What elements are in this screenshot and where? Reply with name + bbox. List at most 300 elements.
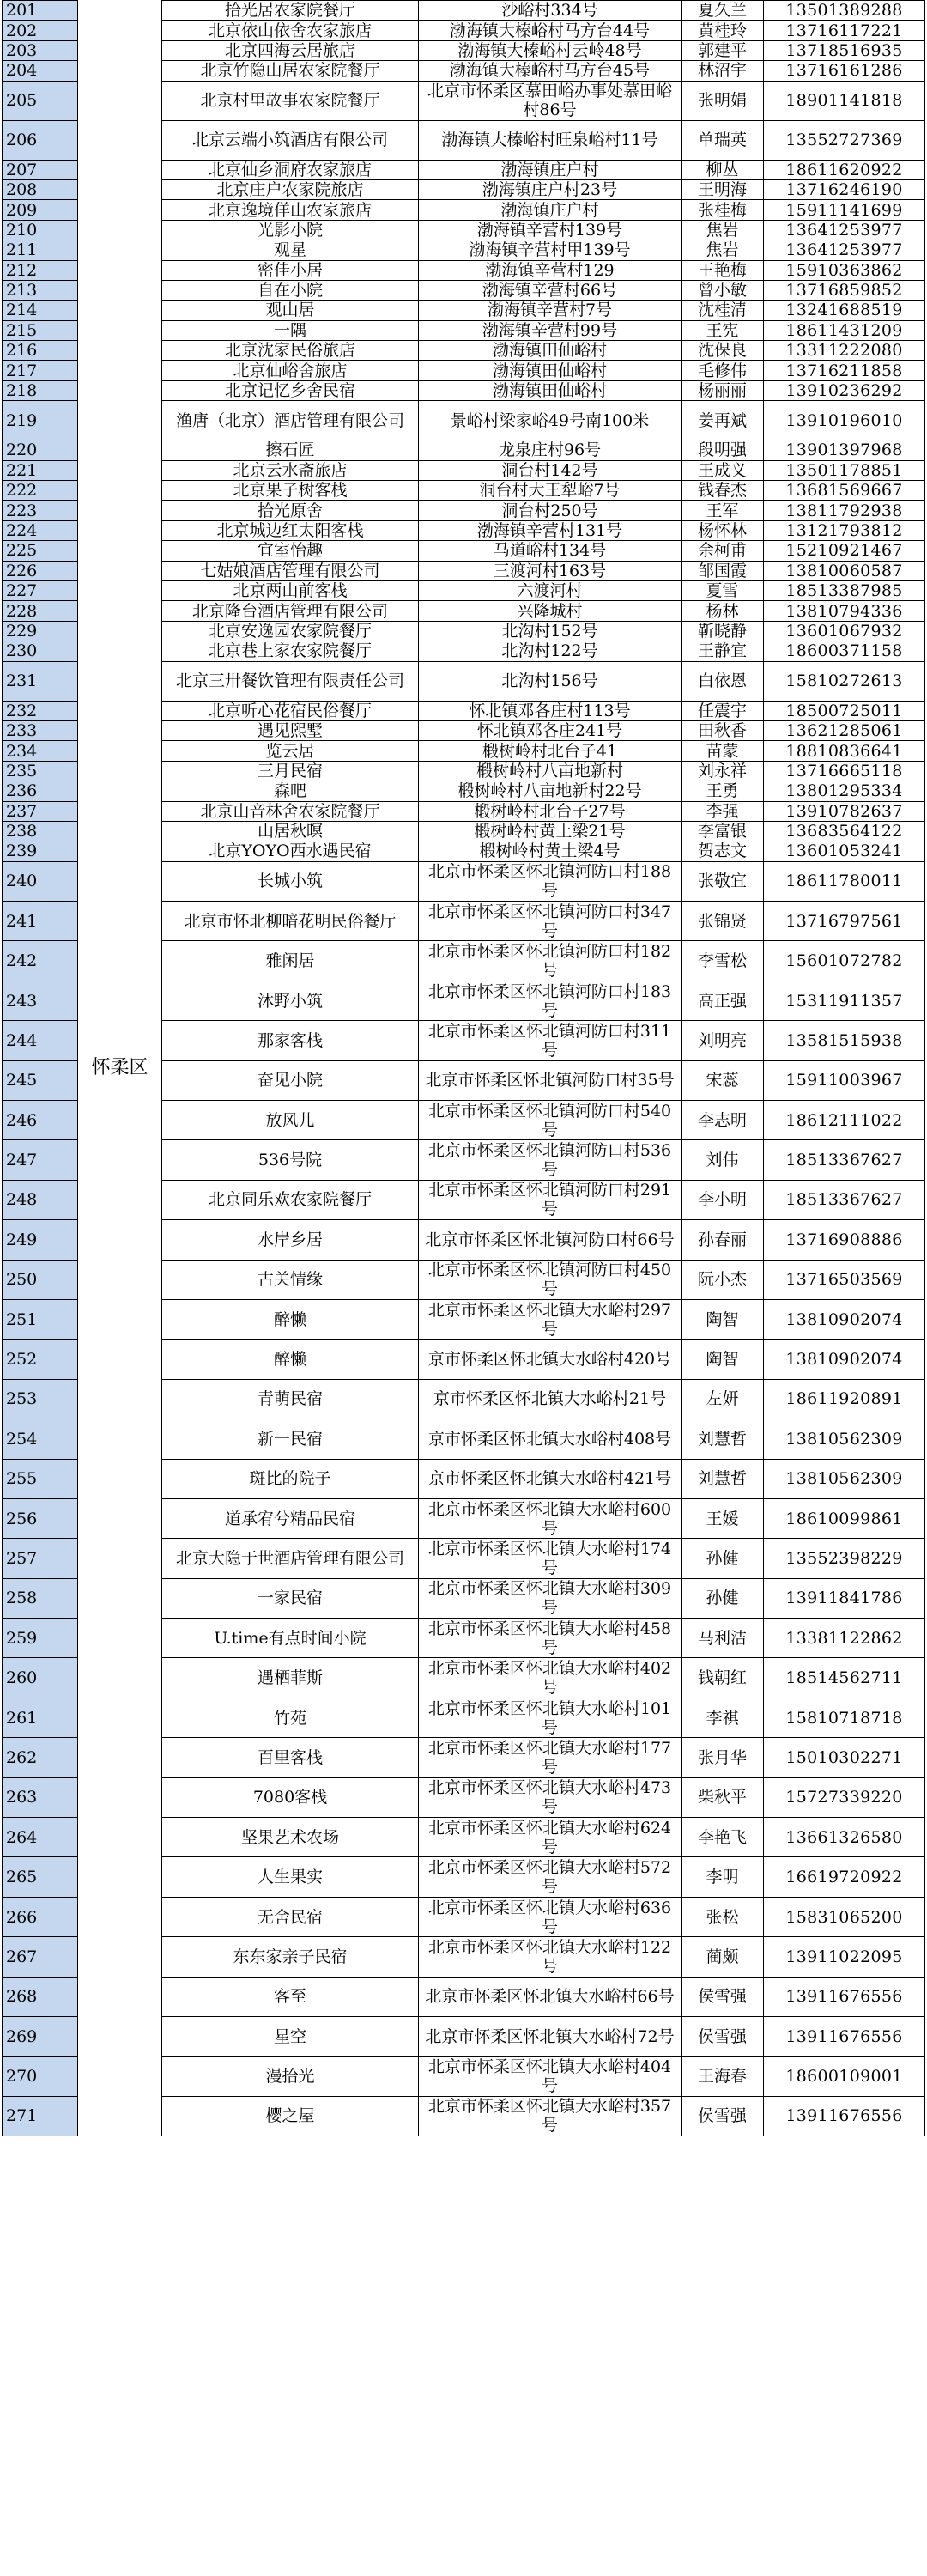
business-name: 醉懒 bbox=[162, 1299, 419, 1339]
business-name: 三月民宿 bbox=[162, 761, 419, 781]
contact-person: 单瑞英 bbox=[682, 120, 764, 160]
business-name: 那家客栈 bbox=[162, 1021, 419, 1060]
contact-person: 阮小杰 bbox=[682, 1260, 764, 1299]
address: 渤海镇田仙峪村 bbox=[419, 341, 682, 361]
address: 洞台村250号 bbox=[419, 501, 682, 520]
row-number: 249 bbox=[3, 1220, 78, 1260]
address: 龙泉庄村96号 bbox=[419, 440, 682, 460]
business-name: 北京同乐欢农家院餐厅 bbox=[162, 1180, 419, 1219]
phone-number: 15311911357 bbox=[764, 981, 925, 1020]
business-name: 北京巷上家农家院餐厅 bbox=[162, 641, 419, 661]
address: 北京市怀柔区怀北镇大水峪村177号 bbox=[419, 1738, 682, 1777]
contact-person: 杨林 bbox=[682, 601, 764, 621]
business-name: 遇见熙墅 bbox=[162, 720, 419, 740]
business-name: 无舍民宿 bbox=[162, 1897, 419, 1936]
phone-number: 13911676556 bbox=[764, 2096, 925, 2136]
business-name: 古关情缘 bbox=[162, 1260, 419, 1299]
row-number: 211 bbox=[3, 240, 78, 260]
contact-person: 孙健 bbox=[682, 1539, 764, 1578]
address: 京市怀柔区怀北镇大水峪村421号 bbox=[419, 1459, 682, 1498]
phone-number: 13810562309 bbox=[764, 1419, 925, 1459]
phone-number: 13716859852 bbox=[764, 280, 925, 300]
row-number: 220 bbox=[3, 440, 78, 460]
address: 渤海镇田仙峪村 bbox=[419, 380, 682, 400]
phone-number: 13716665118 bbox=[764, 761, 925, 781]
business-name: 北京果子树客栈 bbox=[162, 481, 419, 501]
row-number: 216 bbox=[3, 341, 78, 361]
row-number: 252 bbox=[3, 1340, 78, 1379]
address: 京市怀柔区怀北镇大水峪村21号 bbox=[419, 1379, 682, 1419]
phone-number: 15810718718 bbox=[764, 1698, 925, 1737]
address: 京市怀柔区怀北镇大水峪村408号 bbox=[419, 1419, 682, 1459]
row-number: 248 bbox=[3, 1180, 78, 1219]
address: 北京市怀柔区怀北镇大水峪村174号 bbox=[419, 1539, 682, 1578]
phone-number: 15727339220 bbox=[764, 1777, 925, 1817]
address: 北沟村156号 bbox=[419, 661, 682, 701]
business-name: 北京大隐于世酒店管理有限公司 bbox=[162, 1539, 419, 1578]
contact-person: 王明海 bbox=[682, 179, 764, 199]
row-number: 215 bbox=[3, 320, 78, 340]
business-name: 北京竹隐山居农家院餐厅 bbox=[162, 61, 419, 81]
row-number: 221 bbox=[3, 460, 78, 480]
row-number: 201 bbox=[3, 1, 78, 21]
contact-person: 王艳梅 bbox=[682, 260, 764, 280]
row-number: 262 bbox=[3, 1738, 78, 1777]
contact-person: 张敬宜 bbox=[682, 861, 764, 901]
address: 渤海镇大榛峪村马方台45号 bbox=[419, 61, 682, 81]
row-number: 233 bbox=[3, 720, 78, 740]
contact-person: 黄桂玲 bbox=[682, 21, 764, 40]
business-name: 雅闲居 bbox=[162, 941, 419, 981]
business-name: 擦石匠 bbox=[162, 440, 419, 460]
contact-person: 贺志文 bbox=[682, 841, 764, 861]
phone-number: 13911676556 bbox=[764, 2017, 925, 2057]
row-number: 245 bbox=[3, 1060, 78, 1100]
phone-number: 18600109001 bbox=[764, 2057, 925, 2096]
phone-number: 18600371158 bbox=[764, 641, 925, 661]
business-name: 百里客栈 bbox=[162, 1738, 419, 1777]
business-name: 北京云水斋旅店 bbox=[162, 460, 419, 480]
business-name: 7080客栈 bbox=[162, 1777, 419, 1817]
phone-number: 13661326580 bbox=[764, 1818, 925, 1857]
business-name: 斑比的院子 bbox=[162, 1459, 419, 1498]
contact-person: 王媛 bbox=[682, 1498, 764, 1538]
row-number: 229 bbox=[3, 621, 78, 641]
address: 北京市怀柔区怀北镇河防口村450号 bbox=[419, 1260, 682, 1299]
contact-person: 张月华 bbox=[682, 1738, 764, 1777]
row-number: 260 bbox=[3, 1658, 78, 1698]
address: 北京市怀柔区怀北镇河防口村536号 bbox=[419, 1140, 682, 1180]
phone-number: 13501389288 bbox=[764, 1, 925, 21]
phone-number: 13910236292 bbox=[764, 380, 925, 400]
business-name: 观山居 bbox=[162, 301, 419, 320]
address: 北京市怀柔区怀北镇大水峪村101号 bbox=[419, 1698, 682, 1737]
address: 渤海镇辛营村甲139号 bbox=[419, 240, 682, 260]
row-number: 231 bbox=[3, 661, 78, 701]
address: 北京市怀柔区怀北镇大水峪村404号 bbox=[419, 2057, 682, 2096]
business-name: 密佳小居 bbox=[162, 260, 419, 280]
address: 椴树岭村北台子27号 bbox=[419, 801, 682, 821]
business-name: 水岸乡居 bbox=[162, 1220, 419, 1260]
business-name: 北京云端小筑酒店有限公司 bbox=[162, 120, 419, 160]
business-name: 一家民宿 bbox=[162, 1578, 419, 1618]
phone-number: 13718516935 bbox=[764, 40, 925, 60]
address: 北沟村122号 bbox=[419, 641, 682, 661]
address: 北京市怀柔区怀北镇河防口村347号 bbox=[419, 902, 682, 941]
row-number: 209 bbox=[3, 200, 78, 220]
phone-number: 13641253977 bbox=[764, 240, 925, 260]
phone-number: 13911022095 bbox=[764, 1937, 925, 1977]
contact-person: 夏雪 bbox=[682, 580, 764, 600]
row-number: 234 bbox=[3, 741, 78, 761]
contact-person: 杨怀林 bbox=[682, 520, 764, 540]
contact-person: 苗蒙 bbox=[682, 741, 764, 761]
address: 渤海镇辛营村139号 bbox=[419, 220, 682, 240]
business-name: 东东家亲子民宿 bbox=[162, 1937, 419, 1977]
contact-person: 刘伟 bbox=[682, 1140, 764, 1180]
row-number: 230 bbox=[3, 641, 78, 661]
row-number: 207 bbox=[3, 160, 78, 179]
business-name: 星空 bbox=[162, 2017, 419, 2057]
row-number: 217 bbox=[3, 361, 78, 380]
business-name: 北京两山前客栈 bbox=[162, 580, 419, 600]
address: 三渡河村163号 bbox=[419, 561, 682, 580]
business-name: 道承宥兮精品民宿 bbox=[162, 1498, 419, 1538]
row-number: 254 bbox=[3, 1419, 78, 1459]
business-name: 拾光原舍 bbox=[162, 501, 419, 520]
contact-person: 曾小敏 bbox=[682, 280, 764, 300]
address: 椴树岭村八亩地新村 bbox=[419, 761, 682, 781]
contact-person: 张明娟 bbox=[682, 81, 764, 120]
row-number: 240 bbox=[3, 861, 78, 901]
address: 北沟村152号 bbox=[419, 621, 682, 641]
address: 椴树岭村黄土梁4号 bbox=[419, 841, 682, 861]
business-name: 北京沈家民俗旅店 bbox=[162, 341, 419, 361]
phone-number: 13716246190 bbox=[764, 179, 925, 199]
contact-person: 刘慧哲 bbox=[682, 1419, 764, 1459]
address: 渤海镇大榛峪村旺泉峪村11号 bbox=[419, 120, 682, 160]
phone-number: 13901397968 bbox=[764, 440, 925, 460]
business-name: 七姑娘酒店管理有限公司 bbox=[162, 561, 419, 580]
address: 北京市怀柔区怀北镇河防口村291号 bbox=[419, 1180, 682, 1219]
address: 北京市怀柔区怀北镇河防口村35号 bbox=[419, 1060, 682, 1100]
row-number: 250 bbox=[3, 1260, 78, 1299]
phone-number: 18513367627 bbox=[764, 1140, 925, 1180]
contact-person: 王宪 bbox=[682, 320, 764, 340]
business-name: 长城小筑 bbox=[162, 861, 419, 901]
row-number: 243 bbox=[3, 981, 78, 1020]
contact-person: 焦岩 bbox=[682, 240, 764, 260]
contact-person: 柳丛 bbox=[682, 160, 764, 179]
phone-number: 13716117221 bbox=[764, 21, 925, 40]
contact-person: 钱春杰 bbox=[682, 481, 764, 501]
row-number: 256 bbox=[3, 1498, 78, 1538]
phone-number: 18513367627 bbox=[764, 1180, 925, 1219]
business-name: 樱之屋 bbox=[162, 2096, 419, 2136]
phone-number: 15810272613 bbox=[764, 661, 925, 701]
row-number: 223 bbox=[3, 501, 78, 520]
address: 北京市怀柔区怀北镇大水峪村473号 bbox=[419, 1777, 682, 1817]
phone-number: 13501178851 bbox=[764, 460, 925, 480]
contact-person: 余柯甫 bbox=[682, 541, 764, 561]
business-name: 拾光居农家院餐厅 bbox=[162, 1, 419, 21]
row-number: 263 bbox=[3, 1777, 78, 1817]
contact-person: 杨丽丽 bbox=[682, 380, 764, 400]
business-name: 北京安逸园农家院餐厅 bbox=[162, 621, 419, 641]
phone-number: 13716161286 bbox=[764, 61, 925, 81]
contact-person: 张松 bbox=[682, 1897, 764, 1936]
address: 北京市怀柔区怀北镇大水峪村66号 bbox=[419, 1977, 682, 2016]
contact-person: 侯雪强 bbox=[682, 2096, 764, 2136]
phone-number: 15601072782 bbox=[764, 941, 925, 981]
address: 北京市怀柔区怀北镇大水峪村600号 bbox=[419, 1498, 682, 1538]
contact-person: 左妍 bbox=[682, 1379, 764, 1419]
business-name: U.time有点时间小院 bbox=[162, 1619, 419, 1658]
row-number: 258 bbox=[3, 1578, 78, 1618]
lodging-table bbox=[2, 0, 925, 2136]
contact-person: 焦岩 bbox=[682, 220, 764, 240]
row-number: 204 bbox=[3, 61, 78, 81]
phone-number: 15210921467 bbox=[764, 541, 925, 561]
business-name: 客至 bbox=[162, 1977, 419, 2016]
contact-person: 李明 bbox=[682, 1857, 764, 1897]
business-name: 山居秋暝 bbox=[162, 821, 419, 841]
phone-number: 18901141818 bbox=[764, 81, 925, 120]
address: 北京市怀柔区慕田峪办事处慕田峪村86号 bbox=[419, 81, 682, 120]
row-number: 268 bbox=[3, 1977, 78, 2016]
table-row bbox=[3, 1, 925, 21]
phone-number: 13601053241 bbox=[764, 841, 925, 861]
phone-number: 13683564122 bbox=[764, 821, 925, 841]
contact-person: 刘慧哲 bbox=[682, 1459, 764, 1498]
address: 景峪村梁家峪49号南100米 bbox=[419, 401, 682, 440]
address: 北京市怀柔区怀北镇河防口村182号 bbox=[419, 941, 682, 981]
address: 北京市怀柔区怀北镇大水峪村458号 bbox=[419, 1619, 682, 1658]
row-number: 253 bbox=[3, 1379, 78, 1419]
contact-person: 李祺 bbox=[682, 1698, 764, 1737]
phone-number: 13581515938 bbox=[764, 1021, 925, 1060]
row-number: 222 bbox=[3, 481, 78, 501]
row-number: 235 bbox=[3, 761, 78, 781]
row-number: 238 bbox=[3, 821, 78, 841]
phone-number: 13716211858 bbox=[764, 361, 925, 380]
contact-person: 沈保良 bbox=[682, 341, 764, 361]
address: 渤海镇辛营村99号 bbox=[419, 320, 682, 340]
address: 北京市怀柔区怀北镇大水峪村309号 bbox=[419, 1578, 682, 1618]
phone-number: 18612111022 bbox=[764, 1101, 925, 1140]
address: 洞台村142号 bbox=[419, 460, 682, 480]
row-number: 267 bbox=[3, 1937, 78, 1977]
row-number: 206 bbox=[3, 120, 78, 160]
business-name: 宜室怡趣 bbox=[162, 541, 419, 561]
phone-number: 13910782637 bbox=[764, 801, 925, 821]
address: 渤海镇大榛峪村云岭48号 bbox=[419, 40, 682, 60]
phone-number: 15911141699 bbox=[764, 200, 925, 220]
address: 北京市怀柔区怀北镇大水峪村636号 bbox=[419, 1897, 682, 1936]
contact-person: 王勇 bbox=[682, 781, 764, 801]
row-number: 205 bbox=[3, 81, 78, 120]
business-name: 览云居 bbox=[162, 741, 419, 761]
phone-number: 13716908886 bbox=[764, 1220, 925, 1260]
phone-number: 13601067932 bbox=[764, 621, 925, 641]
contact-person: 张锦贤 bbox=[682, 902, 764, 941]
business-name: 北京隆台酒店管理有限公司 bbox=[162, 601, 419, 621]
address: 渤海镇庄户村 bbox=[419, 200, 682, 220]
row-number: 244 bbox=[3, 1021, 78, 1060]
phone-number: 15910363862 bbox=[764, 260, 925, 280]
row-number: 237 bbox=[3, 801, 78, 821]
phone-number: 13241688519 bbox=[764, 301, 925, 320]
address: 椴树岭村黄土梁21号 bbox=[419, 821, 682, 841]
business-name: 人生果实 bbox=[162, 1857, 419, 1897]
contact-person: 宋蕊 bbox=[682, 1060, 764, 1100]
address: 北京市怀柔区怀北镇河防口村311号 bbox=[419, 1021, 682, 1060]
business-name: 北京记忆乡舍民宿 bbox=[162, 380, 419, 400]
business-name: 北京逸境佯山农家旅店 bbox=[162, 200, 419, 220]
contact-person: 侯雪强 bbox=[682, 2017, 764, 2057]
address: 北京市怀柔区怀北镇大水峪村122号 bbox=[419, 1937, 682, 1977]
address: 北京市怀柔区怀北镇河防口村540号 bbox=[419, 1101, 682, 1140]
phone-number: 13621285061 bbox=[764, 720, 925, 740]
row-number: 224 bbox=[3, 520, 78, 540]
phone-number: 13716797561 bbox=[764, 902, 925, 941]
contact-person: 陶智 bbox=[682, 1299, 764, 1339]
address: 沙峪村334号 bbox=[419, 1, 682, 21]
row-number: 241 bbox=[3, 902, 78, 941]
business-name: 观星 bbox=[162, 240, 419, 260]
contact-person: 段明强 bbox=[682, 440, 764, 460]
address: 椴树岭村八亩地新村22号 bbox=[419, 781, 682, 801]
phone-number: 13811792938 bbox=[764, 501, 925, 520]
business-name: 青萌民宿 bbox=[162, 1379, 419, 1419]
address: 京市怀柔区怀北镇大水峪村420号 bbox=[419, 1340, 682, 1379]
district-cell: 怀柔区 bbox=[78, 1, 162, 2136]
business-name: 自在小院 bbox=[162, 280, 419, 300]
contact-person: 李志明 bbox=[682, 1101, 764, 1140]
row-number: 255 bbox=[3, 1459, 78, 1498]
row-number: 239 bbox=[3, 841, 78, 861]
row-number: 247 bbox=[3, 1140, 78, 1180]
contact-person: 柴秋平 bbox=[682, 1777, 764, 1817]
address: 渤海镇辛营村131号 bbox=[419, 520, 682, 540]
phone-number: 13911676556 bbox=[764, 1977, 925, 2016]
business-name: 北京城边红太阳客栈 bbox=[162, 520, 419, 540]
row-number: 212 bbox=[3, 260, 78, 280]
contact-person: 白依恩 bbox=[682, 661, 764, 701]
business-name: 渔唐（北京）酒店管理有限公司 bbox=[162, 401, 419, 440]
business-name: 森吧 bbox=[162, 781, 419, 801]
phone-number: 13552727369 bbox=[764, 120, 925, 160]
address: 北京市怀柔区怀北镇大水峪村297号 bbox=[419, 1299, 682, 1339]
address: 渤海镇庄户村 bbox=[419, 160, 682, 179]
phone-number: 13716503569 bbox=[764, 1260, 925, 1299]
phone-number: 13681569667 bbox=[764, 481, 925, 501]
business-name: 北京三卅餐饮管理有限责任公司 bbox=[162, 661, 419, 701]
phone-number: 13311222080 bbox=[764, 341, 925, 361]
address: 渤海镇庄户村23号 bbox=[419, 179, 682, 199]
business-name: 漫拾光 bbox=[162, 2057, 419, 2096]
contact-person: 邹国霞 bbox=[682, 561, 764, 580]
row-number: 218 bbox=[3, 380, 78, 400]
row-number: 242 bbox=[3, 941, 78, 981]
table-body bbox=[3, 1, 925, 2136]
address: 怀北镇邓各庄村113号 bbox=[419, 701, 682, 720]
phone-number: 18810836641 bbox=[764, 741, 925, 761]
row-number: 210 bbox=[3, 220, 78, 240]
business-name: 536号院 bbox=[162, 1140, 419, 1180]
business-name: 遇栖菲斯 bbox=[162, 1658, 419, 1698]
contact-person: 沈桂清 bbox=[682, 301, 764, 320]
phone-number: 13801295334 bbox=[764, 781, 925, 801]
contact-person: 孙健 bbox=[682, 1578, 764, 1618]
row-number: 271 bbox=[3, 2096, 78, 2136]
row-number: 261 bbox=[3, 1698, 78, 1737]
row-number: 213 bbox=[3, 280, 78, 300]
contact-person: 王军 bbox=[682, 501, 764, 520]
address: 椴树岭村北台子41 bbox=[419, 741, 682, 761]
contact-person: 任震宇 bbox=[682, 701, 764, 720]
business-name: 沐野小筑 bbox=[162, 981, 419, 1020]
row-number: 202 bbox=[3, 21, 78, 40]
contact-person: 郭建平 bbox=[682, 40, 764, 60]
business-name: 北京YOYO西水遇民宿 bbox=[162, 841, 419, 861]
contact-person: 李雪松 bbox=[682, 941, 764, 981]
phone-number: 13810060587 bbox=[764, 561, 925, 580]
contact-person: 刘明亮 bbox=[682, 1021, 764, 1060]
address: 北京市怀柔区怀北镇河防口村188号 bbox=[419, 861, 682, 901]
phone-number: 13911841786 bbox=[764, 1578, 925, 1618]
phone-number: 18610099861 bbox=[764, 1498, 925, 1538]
row-number: 225 bbox=[3, 541, 78, 561]
business-name: 坚果艺术农场 bbox=[162, 1818, 419, 1857]
contact-person: 林沼宇 bbox=[682, 61, 764, 81]
contact-person: 蔺颇 bbox=[682, 1937, 764, 1977]
contact-person: 王成义 bbox=[682, 460, 764, 480]
phone-number: 13910196010 bbox=[764, 401, 925, 440]
phone-number: 15911003967 bbox=[764, 1060, 925, 1100]
row-number: 246 bbox=[3, 1101, 78, 1140]
address: 怀北镇邓各庄241号 bbox=[419, 720, 682, 740]
contact-person: 孙春丽 bbox=[682, 1220, 764, 1260]
business-name: 北京仙峪舍旅店 bbox=[162, 361, 419, 380]
phone-number: 13810794336 bbox=[764, 601, 925, 621]
address: 北京市怀柔区怀北镇大水峪村624号 bbox=[419, 1818, 682, 1857]
phone-number: 13810902074 bbox=[764, 1340, 925, 1379]
row-number: 265 bbox=[3, 1857, 78, 1897]
phone-number: 16619720922 bbox=[764, 1857, 925, 1897]
address: 渤海镇大榛峪村马方台44号 bbox=[419, 21, 682, 40]
phone-number: 18611920891 bbox=[764, 1379, 925, 1419]
business-name: 北京仙乡洞府农家旅店 bbox=[162, 160, 419, 179]
phone-number: 15831065200 bbox=[764, 1897, 925, 1936]
address: 北京市怀柔区怀北镇大水峪村402号 bbox=[419, 1658, 682, 1698]
contact-person: 刘永祥 bbox=[682, 761, 764, 781]
business-name: 北京依山依舍农家旅店 bbox=[162, 21, 419, 40]
address: 北京市怀柔区怀北镇河防口村183号 bbox=[419, 981, 682, 1020]
business-name: 竹苑 bbox=[162, 1698, 419, 1737]
business-name: 北京村里故事农家院餐厅 bbox=[162, 81, 419, 120]
address: 北京市怀柔区怀北镇河防口村66号 bbox=[419, 1220, 682, 1260]
address: 六渡河村 bbox=[419, 580, 682, 600]
row-number: 214 bbox=[3, 301, 78, 320]
contact-person: 张桂梅 bbox=[682, 200, 764, 220]
row-number: 236 bbox=[3, 781, 78, 801]
business-name: 北京庄户农家院旅店 bbox=[162, 179, 419, 199]
contact-person: 李富银 bbox=[682, 821, 764, 841]
phone-number: 18514562711 bbox=[764, 1658, 925, 1698]
address: 北京市怀柔区怀北镇大水峪村572号 bbox=[419, 1857, 682, 1897]
phone-number: 18611431209 bbox=[764, 320, 925, 340]
